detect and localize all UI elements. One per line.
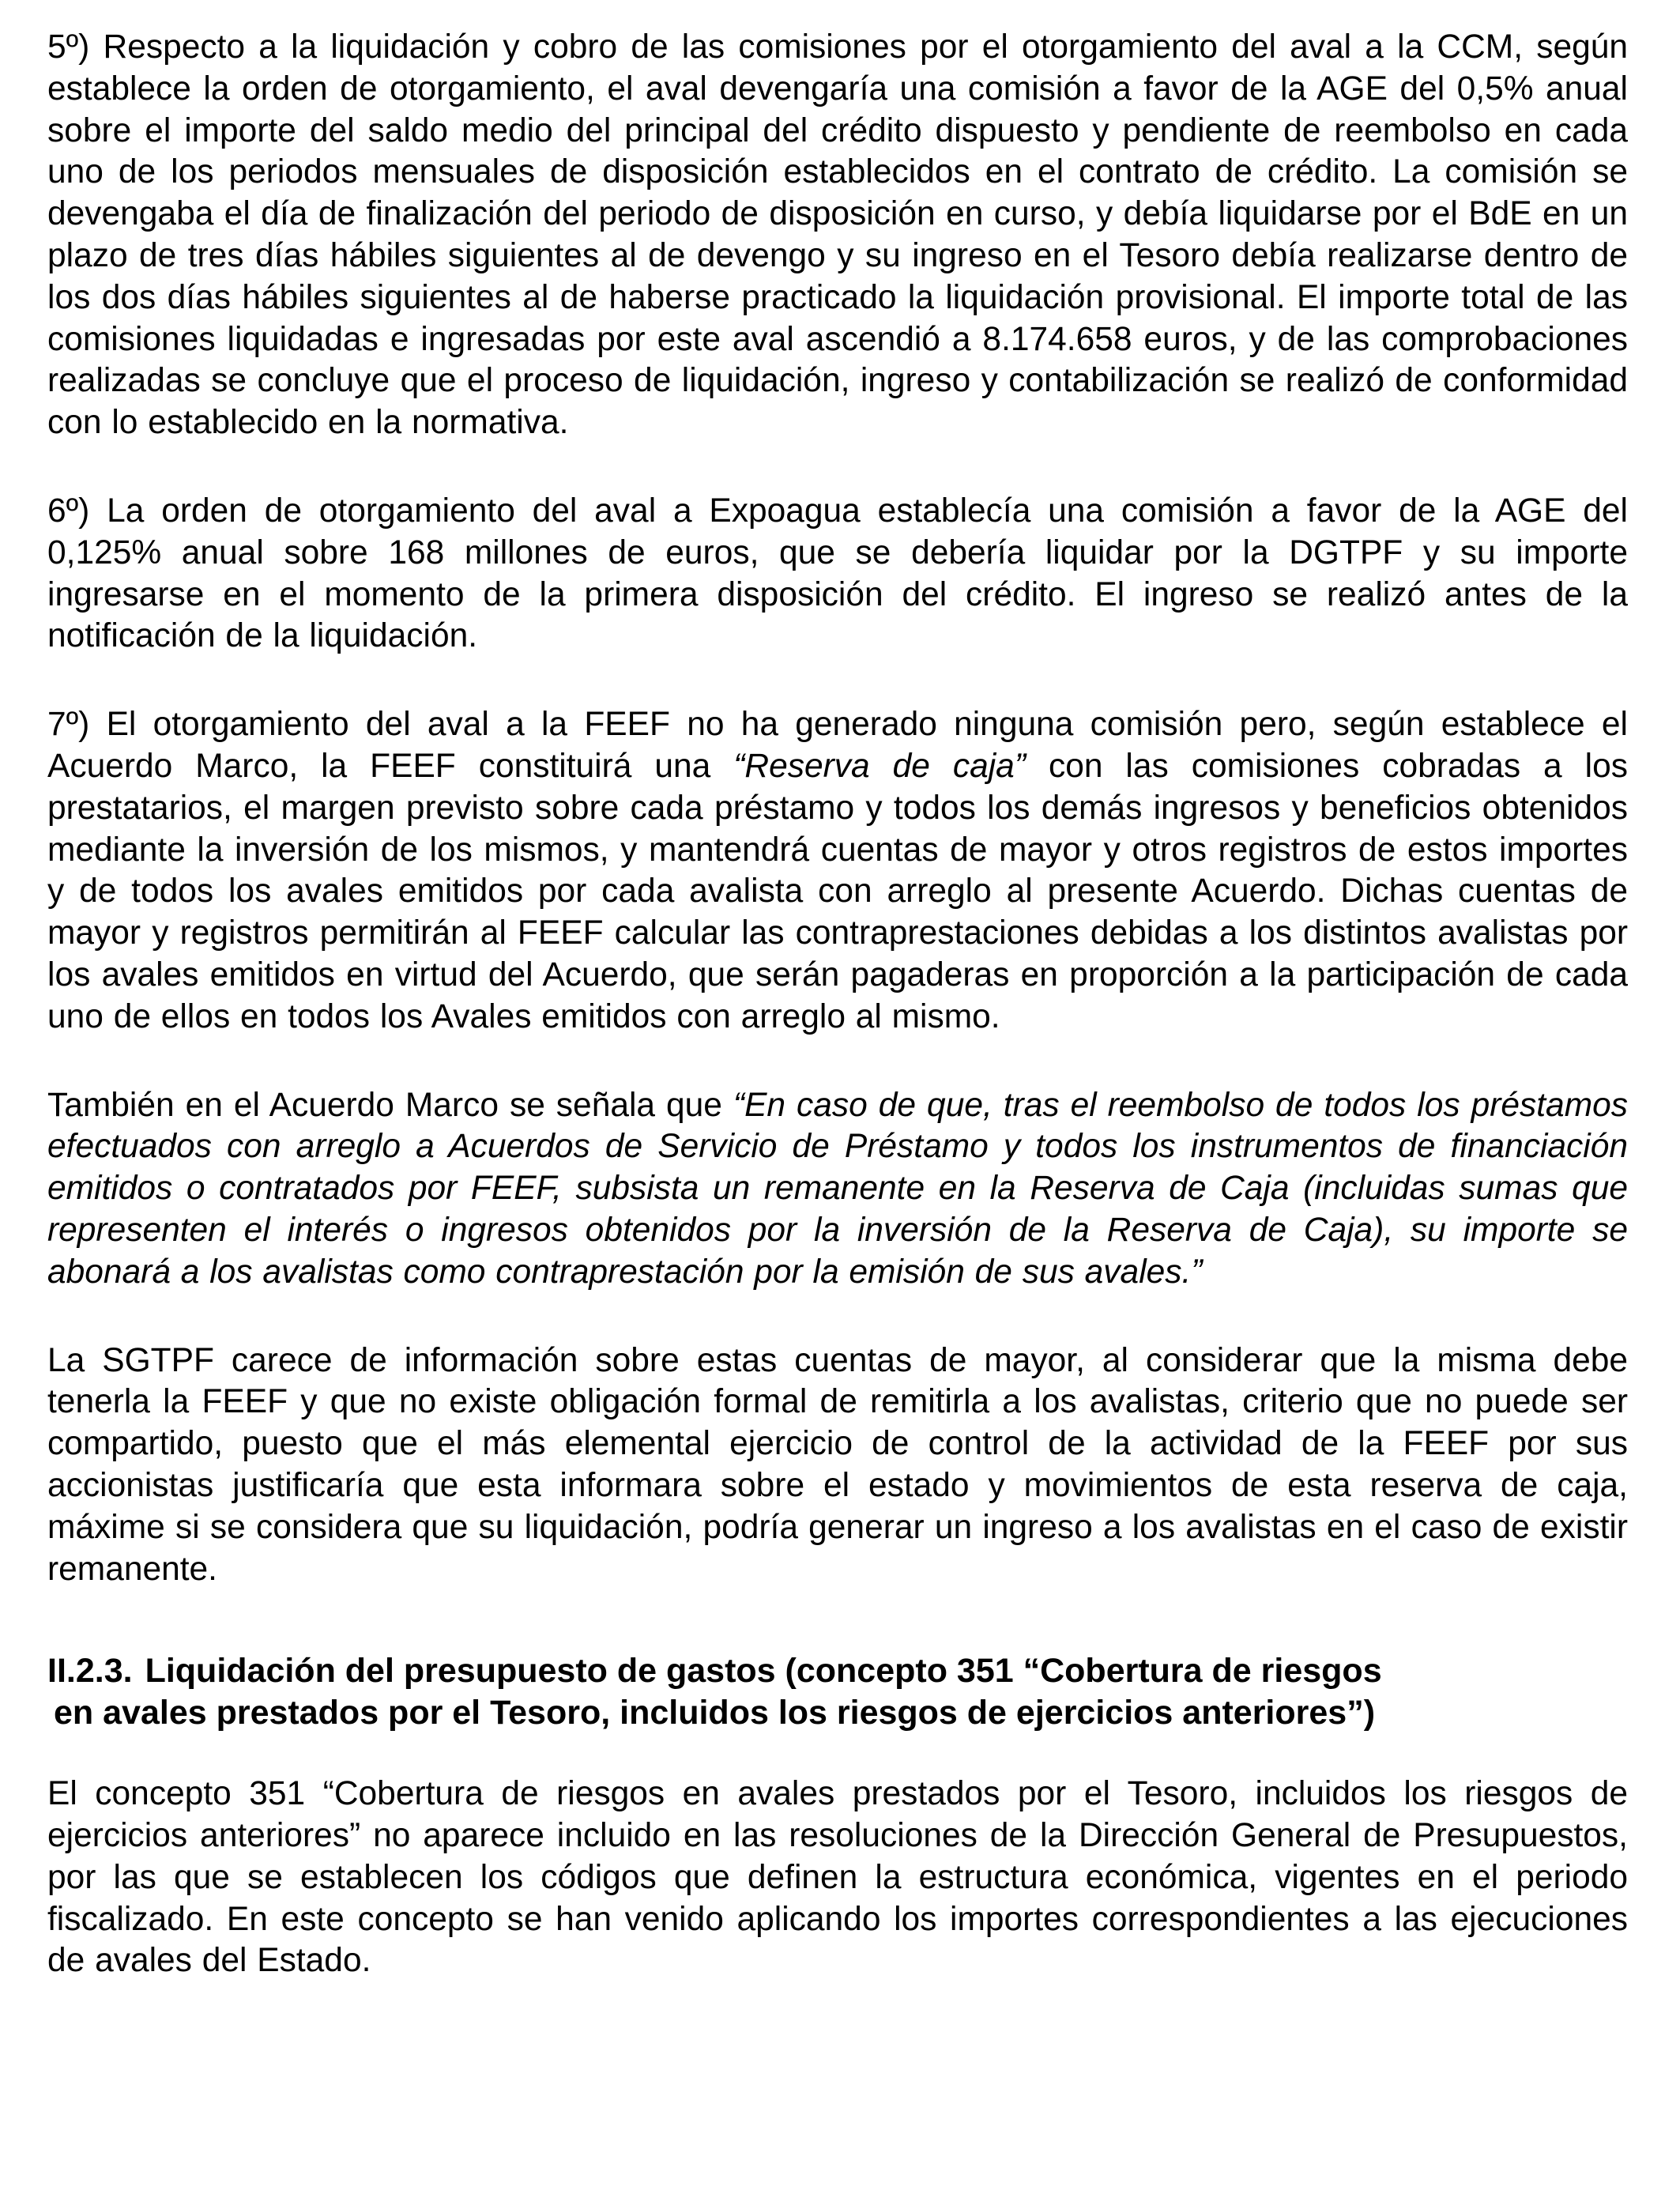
paragraph-7-text-start: 7º) El otorgamiento del aval a la FEEF no ha generado ninguna comisión pero, según establece el Acuerdo Marco, la FEEF constituirá una: [47, 706, 1628, 785]
section-title-line2: en avales prestados por el Tesoro, incluidos los riesgos de ejercicios anteriores”): [54, 1694, 1376, 1732]
paragraph-7-text-end: con las comisiones cobradas a los prestatarios, el margen previsto sobre cada préstamo y todos los demás ingresos y beneficios obtenidos mediante la inversión de los mismos, y mantendrá cuentas de mayor y otros registros de estos importes y de todos los avales emitidos por cada avalista con arreglo al presente Acuerdo. Dichas cuentas de mayor y registros permitirán al FEEF calcular las contraprestaciones debidas a los distintos avalistas por los avales emitidos en virtud del Acuerdo, que serán pagaderas en proporción a la participación de cada uno de ellos en todos los Avales emitidos con arreglo al mismo.: [47, 747, 1628, 1035]
section-heading: [47, 1650, 1628, 1734]
paragraph-9: La SGTPF carece de información sobre estas cuentas de mayor, al considerar que la misma debe tenerla la FEEF y que no existe obligación formal de remitirla a los avalistas, criterio que no puede ser compartido, puesto que el más elemental ejercicio de control de la actividad de la FEEF por sus accionistas justificaría que esta informara sobre el estado y movimientos de esta reserva de caja, máxime si se considera que su liquidación, podría generar un ingreso a los avalistas en el caso de existir remanente.: [47, 1341, 1628, 1588]
section-number: II.2.3.: [47, 1652, 133, 1691]
paragraph-8: [47, 1085, 1628, 1294]
paragraph-7: [47, 704, 1628, 1038]
paragraph-8-text-start: También en el Acuerdo Marco se señala que: [47, 1086, 733, 1124]
paragraph-10: El concepto 351 “Cobertura de riesgos en avales prestados por el Tesoro, incluidos los riesgos de ejercicios anteriores” no aparece incluido en las resoluciones de la Dirección General de Presupuestos, por las que se establecen los códigos que definen la estructura económica, vigentes en el periodo fiscalizado. En este concepto se han venido aplicando los importes correspondientes a las ejecuciones de avales del Estado.: [47, 1775, 1628, 1980]
paragraph-8-quote: “En caso de que, tras el reembolso de todos los préstamos efectuados con arreglo a Acuerdos de Servicio de Préstamo y todos los instrumentos de financiación emitidos o contratados por FEEF, subsista un remanente en la Reserva de Caja (incluidas sumas que representen el interés o ingresos obtenidos por la inversión de la Reserva de Caja), su importe se abonará a los avalistas como contraprestación por la emisión de sus avales.”: [47, 1086, 1628, 1291]
document-page: [47, 27, 1628, 1982]
paragraph-6: 6º) La orden de otorgamiento del aval a Expoagua establecía una comisión a favor de la AGE del 0,125% anual sobre 168 millones de euros, que se debería liquidar por la DGTPF y su importe ingresarse en el momento de la primera disposición del crédito. El ingreso se realizó antes de la notificación de la liquidación.: [47, 492, 1628, 655]
section-title-line1: Liquidación del presupuesto de gastos (concepto 351 “Cobertura de riesgos: [145, 1652, 1382, 1691]
paragraph-5: 5º) Respecto a la liquidación y cobro de las comisiones por el otorgamiento del aval a la CCM, según establece la orden de otorgamiento, el aval devengaría una comisión a favor de la AGE del 0,5% anual sobre el importe del saldo medio del principal del crédito dispuesto y pendiente de reembolso en cada uno de los periodos mensuales de disposición establecidos en el contrato de crédito. La comisión se devengaba el día de finalización del periodo de disposición en curso, y debía liquidarse por el BdE en un plazo de tres días hábiles siguientes al de devengo y su ingreso en el Tesoro debía realizarse dentro de los dos días hábiles siguientes al de haberse practicado la liquidación provisional. El importe total de las comisiones liquidadas e ingresadas por este aval ascendió a 8.174.658 euros, y de las comprobaciones realizadas se concluye que el proceso de liquidación, ingreso y contabilización se realizó de conformidad con lo establecido en la normativa.: [47, 28, 1628, 442]
paragraph-7-quote: “Reserva de caja”: [733, 747, 1026, 785]
